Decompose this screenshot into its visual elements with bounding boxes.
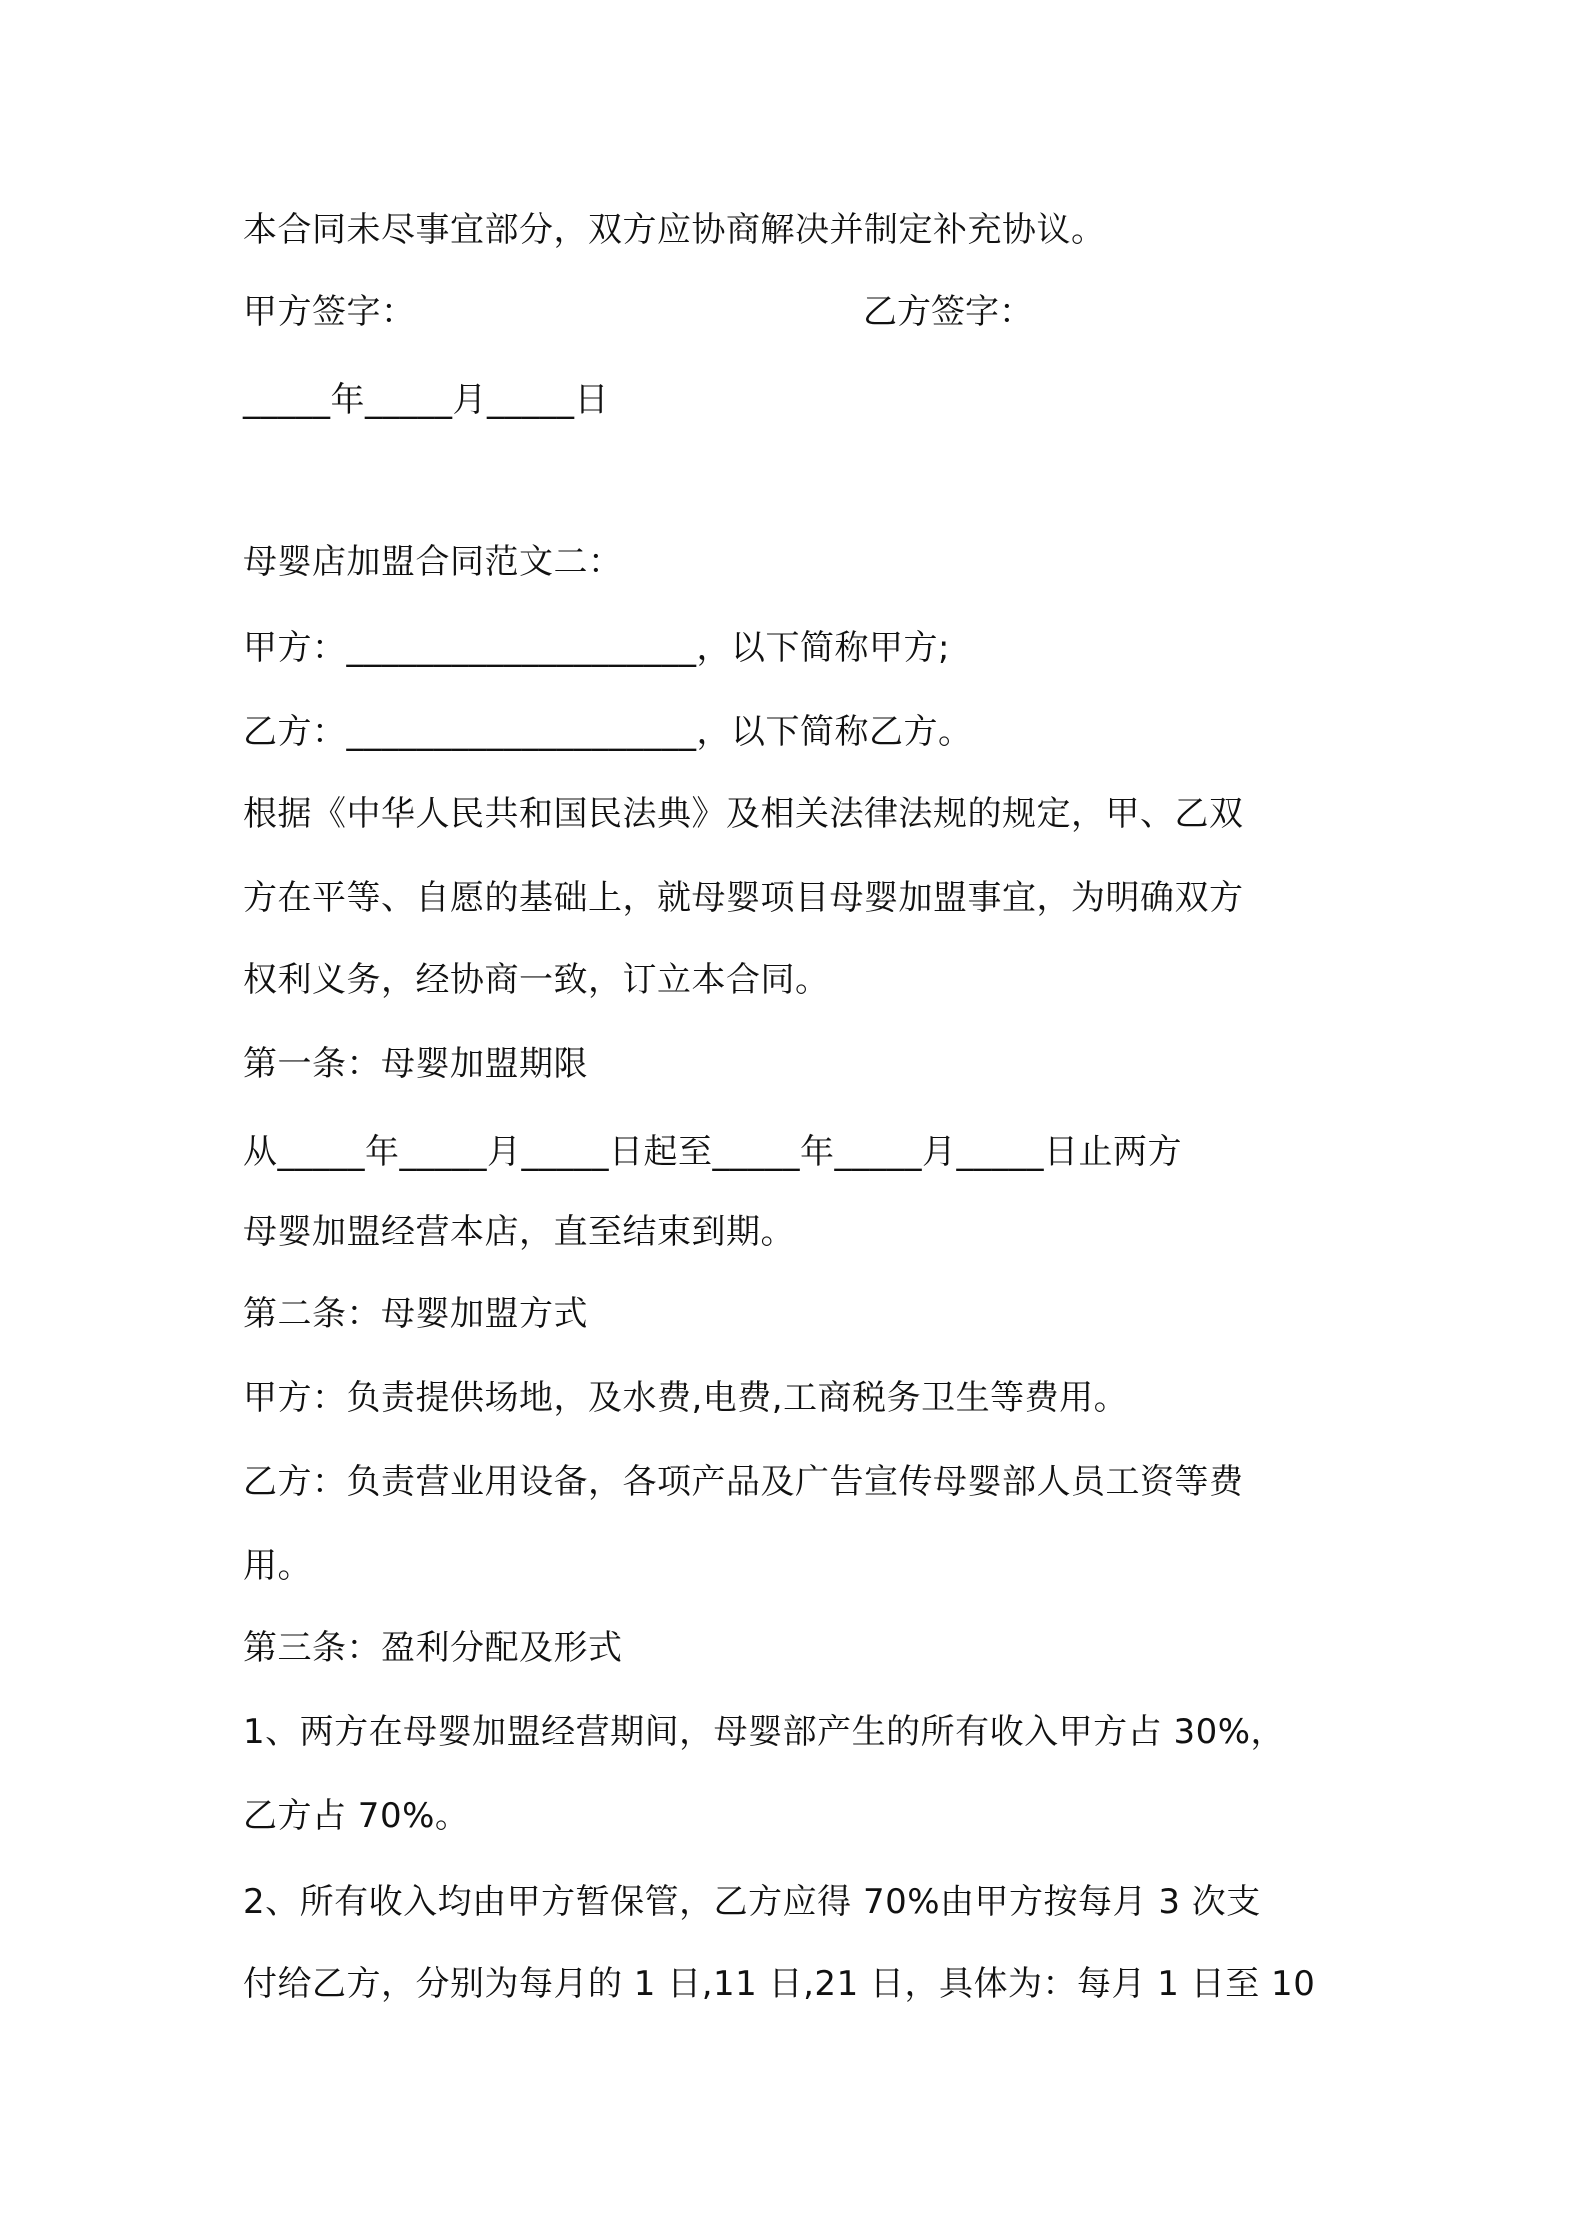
article-2-party-b-line-1: 乙方：负责营业用设备，各项产品及广告宣传母婴部人员工资等费 <box>243 1462 1244 1502</box>
article-2-party-a: 甲方：负责提供场地，及水费,电费,工商税务卫生等费用。 <box>243 1378 1129 1418</box>
article-3-heading: 第三条：盈利分配及形式 <box>243 1628 623 1668</box>
article-1-line-2: 母婴加盟经营本店，直至结束到期。 <box>243 1212 795 1252</box>
article-3-item-1-line-2: 乙方占 70%。 <box>243 1796 470 1836</box>
article-3-item-2-line-1: 2、所有收入均由甲方暂保管，乙方应得 70%由甲方按每月 3 次支 <box>243 1882 1261 1922</box>
preamble-line-2: 方在平等、自愿的基础上，就母婴项目母婴加盟事宜，为明确双方 <box>243 878 1244 918</box>
article-1-line-1: 从_____年_____月_____日起至_____年_____月_____日止两方 <box>243 1132 1182 1172</box>
party-a-signature-label: 甲方签字： <box>243 292 416 332</box>
closing-clause: 本合同未尽事宜部分，双方应协商解决并制定补充协议。 <box>243 210 1106 250</box>
preamble-line-3: 权利义务，经协商一致，订立本合同。 <box>243 960 830 1000</box>
article-1-heading: 第一条：母婴加盟期限 <box>243 1044 588 1084</box>
article-3-item-2-line-2: 付给乙方，分别为每月的 1 日,11 日,21 日，具体为：每月 1 日至 10 <box>243 1964 1316 2004</box>
date-line: _____年_____月_____日 <box>243 380 609 420</box>
article-2-heading: 第二条：母婴加盟方式 <box>243 1294 588 1334</box>
party-a-line: 甲方：____________________，以下简称甲方; <box>243 628 950 668</box>
article-2-party-b-line-2: 用。 <box>243 1546 312 1586</box>
preamble-line-1: 根据《中华人民共和国民法典》及相关法律法规的规定，甲、乙双 <box>243 794 1244 834</box>
party-b-signature-label: 乙方签字： <box>863 292 1033 332</box>
party-b-line: 乙方：____________________，以下简称乙方。 <box>243 712 973 752</box>
section-heading: 母婴店加盟合同范文二： <box>243 542 623 582</box>
article-3-item-1-line-1: 1、两方在母婴加盟经营期间，母婴部产生的所有收入甲方占 30%， <box>243 1712 1286 1752</box>
